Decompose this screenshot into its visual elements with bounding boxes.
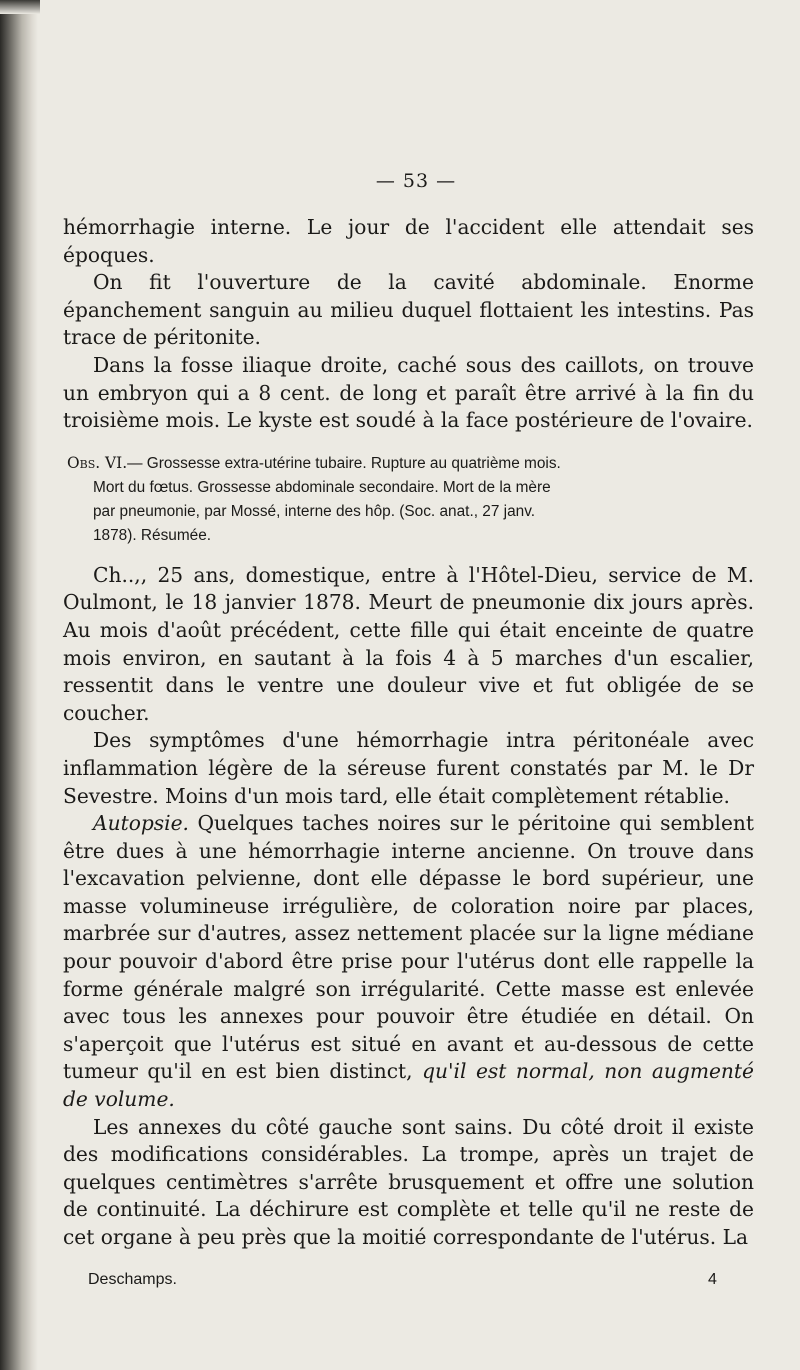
page-number: — 53 — [375, 170, 457, 192]
book-binding-shadow [0, 0, 38, 1370]
paragraph: Dans la fosse iliaque droite, caché sous des caillots, on trouve un embryon qui a 8 cent. de long et paraît être arrivé à la fin du troisième mois. Le kyste est soudé à la face postérieure de l'ovaire. [63, 352, 754, 433]
autopsy-italic-text: qu'il est normal, non augmenté de volume. [63, 1059, 754, 1112]
paragraph: On fit l'ouverture de la cavité abdominale. Enorme épanchement sanguin au milieu duquel flottaient les intestins. Pas trace de péritonite. [63, 270, 754, 350]
paragraph: Des symptômes d'une hémorrhagie intra péritonéale avec inflammation légère de la séreuse furent constatés par M. le Dr Sevestre. Moins d'un mois tard, elle était complètement rétablie. [63, 728, 754, 808]
autopsy-text: Quelques taches noires sur le péritoine qui semblent être dues à une hémorrhagie interne ancienne. On trouve dans l'excavation pelvienne, dont elle dépasse le bord supérieur, une masse volumineuse irrégulière, de coloration noire par places, marbrée sur d'autres, assez nettement placée sur la ligne médiane pour pouvoir d'abord être prise pour l'utérus dont elle rappelle la forme générale malgré son irrégularité. Cette masse est enlevée avec tous les annexes pour pouvoir être étudiée en détail. On s'aperçoit que l'utérus est situé en avant et au-dessous de cette tumeur qu'il en est bien distinct, [63, 811, 754, 1084]
paragraph [63, 810, 754, 1114]
sheet-number: 4 [708, 1271, 717, 1288]
autopsy-label: Autopsie. [93, 811, 189, 836]
observation-heading [63, 451, 754, 548]
body-text [63, 214, 754, 1252]
observation-line: 1878). Résumée. [93, 526, 212, 544]
observation-line [67, 451, 754, 476]
paragraph: hémorrhagie interne. Le jour de l'accident elle attendait ses époques. [63, 215, 754, 267]
observation-text: — Grossesse extra-utérine tubaire. Rupture au quatrième mois. [127, 454, 561, 472]
paragraph: Ch..,, 25 ans, domestique, entre à l'Hôtel-Dieu, service de M. Oulmont, le 18 janvier 1878. Meurt de pneumonie dix jours après. Au mois d'août précédent, cette fille qui était enceinte de quatre mois environ, en sautant à la fois 4 à 5 marches d'un escalier, ressentit dans le ventre une douleur vive et fut obligée de se coucher. [63, 562, 754, 725]
printer-signature: Deschamps. [88, 1271, 177, 1288]
observation-line: par pneumonie, par Mossé, interne des hôp. (Soc. anat., 27 janv. [93, 502, 536, 520]
observation-label: Obs. VI. [67, 453, 128, 472]
page-corner-mark [0, 0, 40, 14]
observation-line: Mort du fœtus. Grossesse abdominale secondaire. Mort de la mère [93, 478, 551, 496]
paragraph: Les annexes du côté gauche sont sains. Du côté droit il existe des modifications considérables. La trompe, après un trajet de quelques centimètres s'arrête brusquement et offre une solution de continuité. La déchirure est complète et telle qu'il ne reste de cet organe à peu près que la moitié correspondante de l'utérus. La [63, 1114, 754, 1249]
